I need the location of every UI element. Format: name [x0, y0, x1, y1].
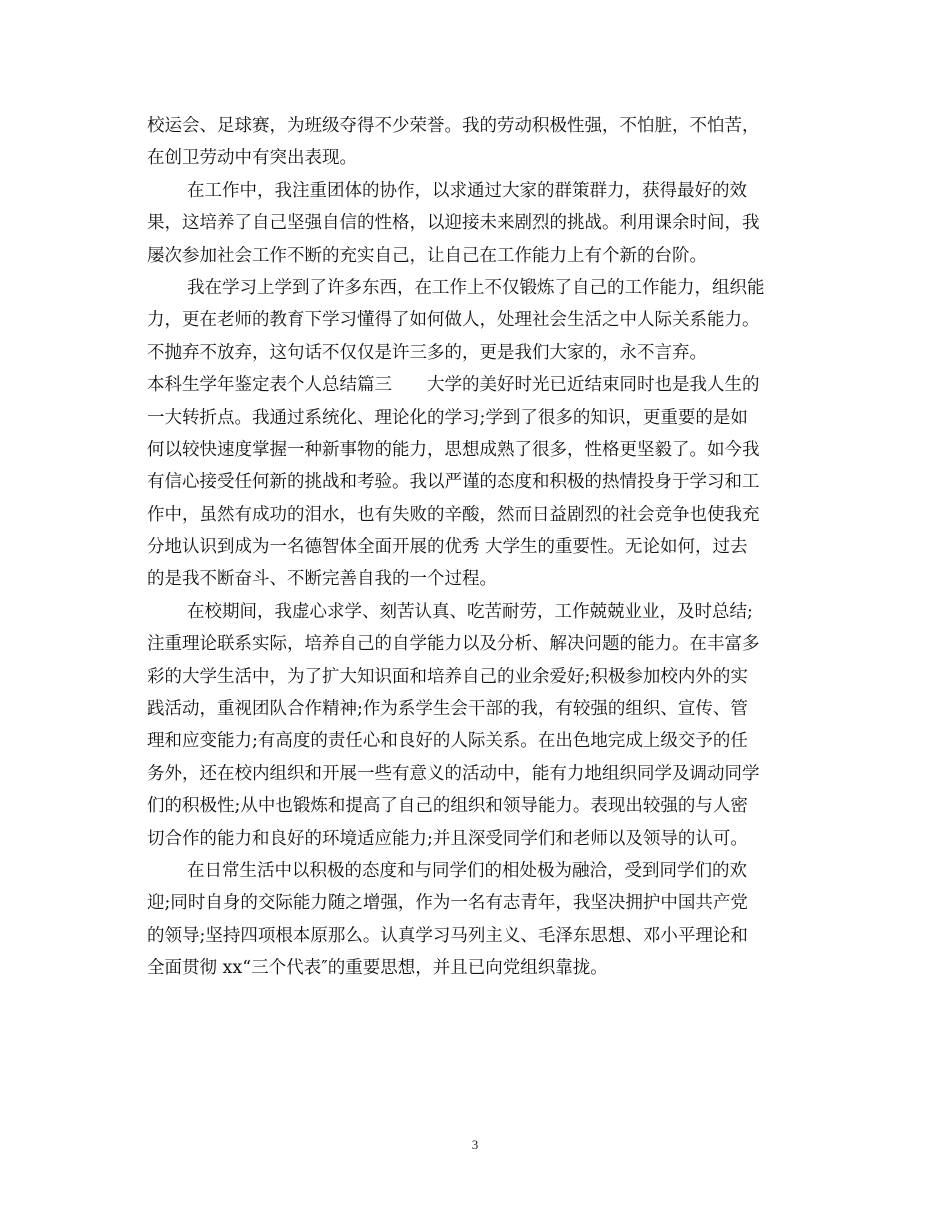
text-line: 在日常生活中以积极的态度和与同学们的相处极为融洽，受到同学们的欢	[187, 860, 747, 881]
text-line: 校运会、足球赛，为班级夺得不少荣誉。我的劳动积极性强，不怕脏，不怕苦，	[147, 116, 760, 136]
text-line: 的领导;坚持四项根本原那么。认真学习马列主义、毛泽东思想、邓小平理论和	[147, 925, 748, 946]
text-line: 彩的大学生活中，为了扩大知识面和培养自己的业余爱好;积极参加校内外的实	[147, 666, 748, 687]
text-line: 务外，还在校内组织和开展一些有意义的活动中，能有力地组织同学及调动同学	[147, 763, 760, 784]
text-line: 何以较快速度掌握一种新事物的能力，思想成熟了很多，性格更坚毅了。如今我	[147, 439, 760, 460]
text-line: 力，更在老师的教育下学习懂得了如何做人，处理社会生活之中人际关系能力。	[147, 310, 760, 331]
text-line: 切合作的能力和良好的环境适应能力;并且深受同学们和老师以及领导的认可。	[147, 828, 748, 849]
body-text	[147, 110, 807, 985]
section-heading-line: 本科生学年鉴定表个人总结篇三 大学的美好时光已近结束同时也是我人生的	[147, 375, 760, 396]
text-line: 分地认识到成为一名德智体全面开展的优秀 大学生的重要性。无论如何，过去	[147, 537, 748, 558]
text-line: 不抛弃不放弃，这句话不仅仅是许三多的，更是我们大家的，永不言弃。	[147, 342, 707, 363]
text-line: 在校期间，我虚心求学、刻苦认真、吃苦耐劳，工作兢兢业业，及时总结;	[187, 601, 753, 622]
text-line: 迎;同时自身的交际能力随之增强，作为一名有志青年，我坚决拥护中国共产党	[147, 893, 748, 914]
text-line: 在工作中，我注重团体的协作，以求通过大家的群策群力，获得最好的效	[187, 180, 747, 201]
text-line: 的是我不断奋斗、不断完善自我的一个过程。	[147, 569, 497, 590]
text-line: 们的积极性;从中也锻炼和提高了自己的组织和领导能力。表现出较强的与人密	[147, 796, 748, 817]
page-number: 3	[471, 1137, 479, 1152]
text-line: 注重理论联系实际，培养自己的自学能力以及分析、解决问题的能力。在丰富多	[147, 634, 760, 655]
text-line: 作中，虽然有成功的泪水，也有失败的辛酸，然而日益剧烈的社会竞争也使我充	[147, 504, 760, 525]
text-line: 践活动，重视团队合作精神;作为系学生会干部的我，有较强的组织、宣传、管	[147, 699, 748, 720]
text-line: 有信心接受任何新的挑战和考验。我以严谨的态度和积极的热情投身于学习和工	[147, 472, 760, 493]
text-line: 在创卫劳动中有突出表现。	[147, 148, 357, 169]
text-line: 果，这培养了自己坚强自信的性格，以迎接未来剧烈的挑战。利用课余时间，我	[147, 213, 760, 234]
text-line: 我在学习上学到了许多东西，在工作上不仅锻炼了自己的工作能力，组织能	[187, 277, 765, 298]
text-line: 全面贯彻 xx“三个代表″的重要思想，并且已向党组织靠拢。	[147, 958, 608, 979]
text-line: 一大转折点。我通过系统化、理论化的学习;学到了很多的知识，更重要的是如	[147, 407, 748, 428]
text-line: 理和应变能力;有高度的责任心和良好的人际关系。在出色地完成上级交予的任	[147, 731, 748, 752]
text-line: 屡次参加社会工作不断的充实自己，让自己在工作能力上有个新的台阶。	[147, 245, 707, 266]
